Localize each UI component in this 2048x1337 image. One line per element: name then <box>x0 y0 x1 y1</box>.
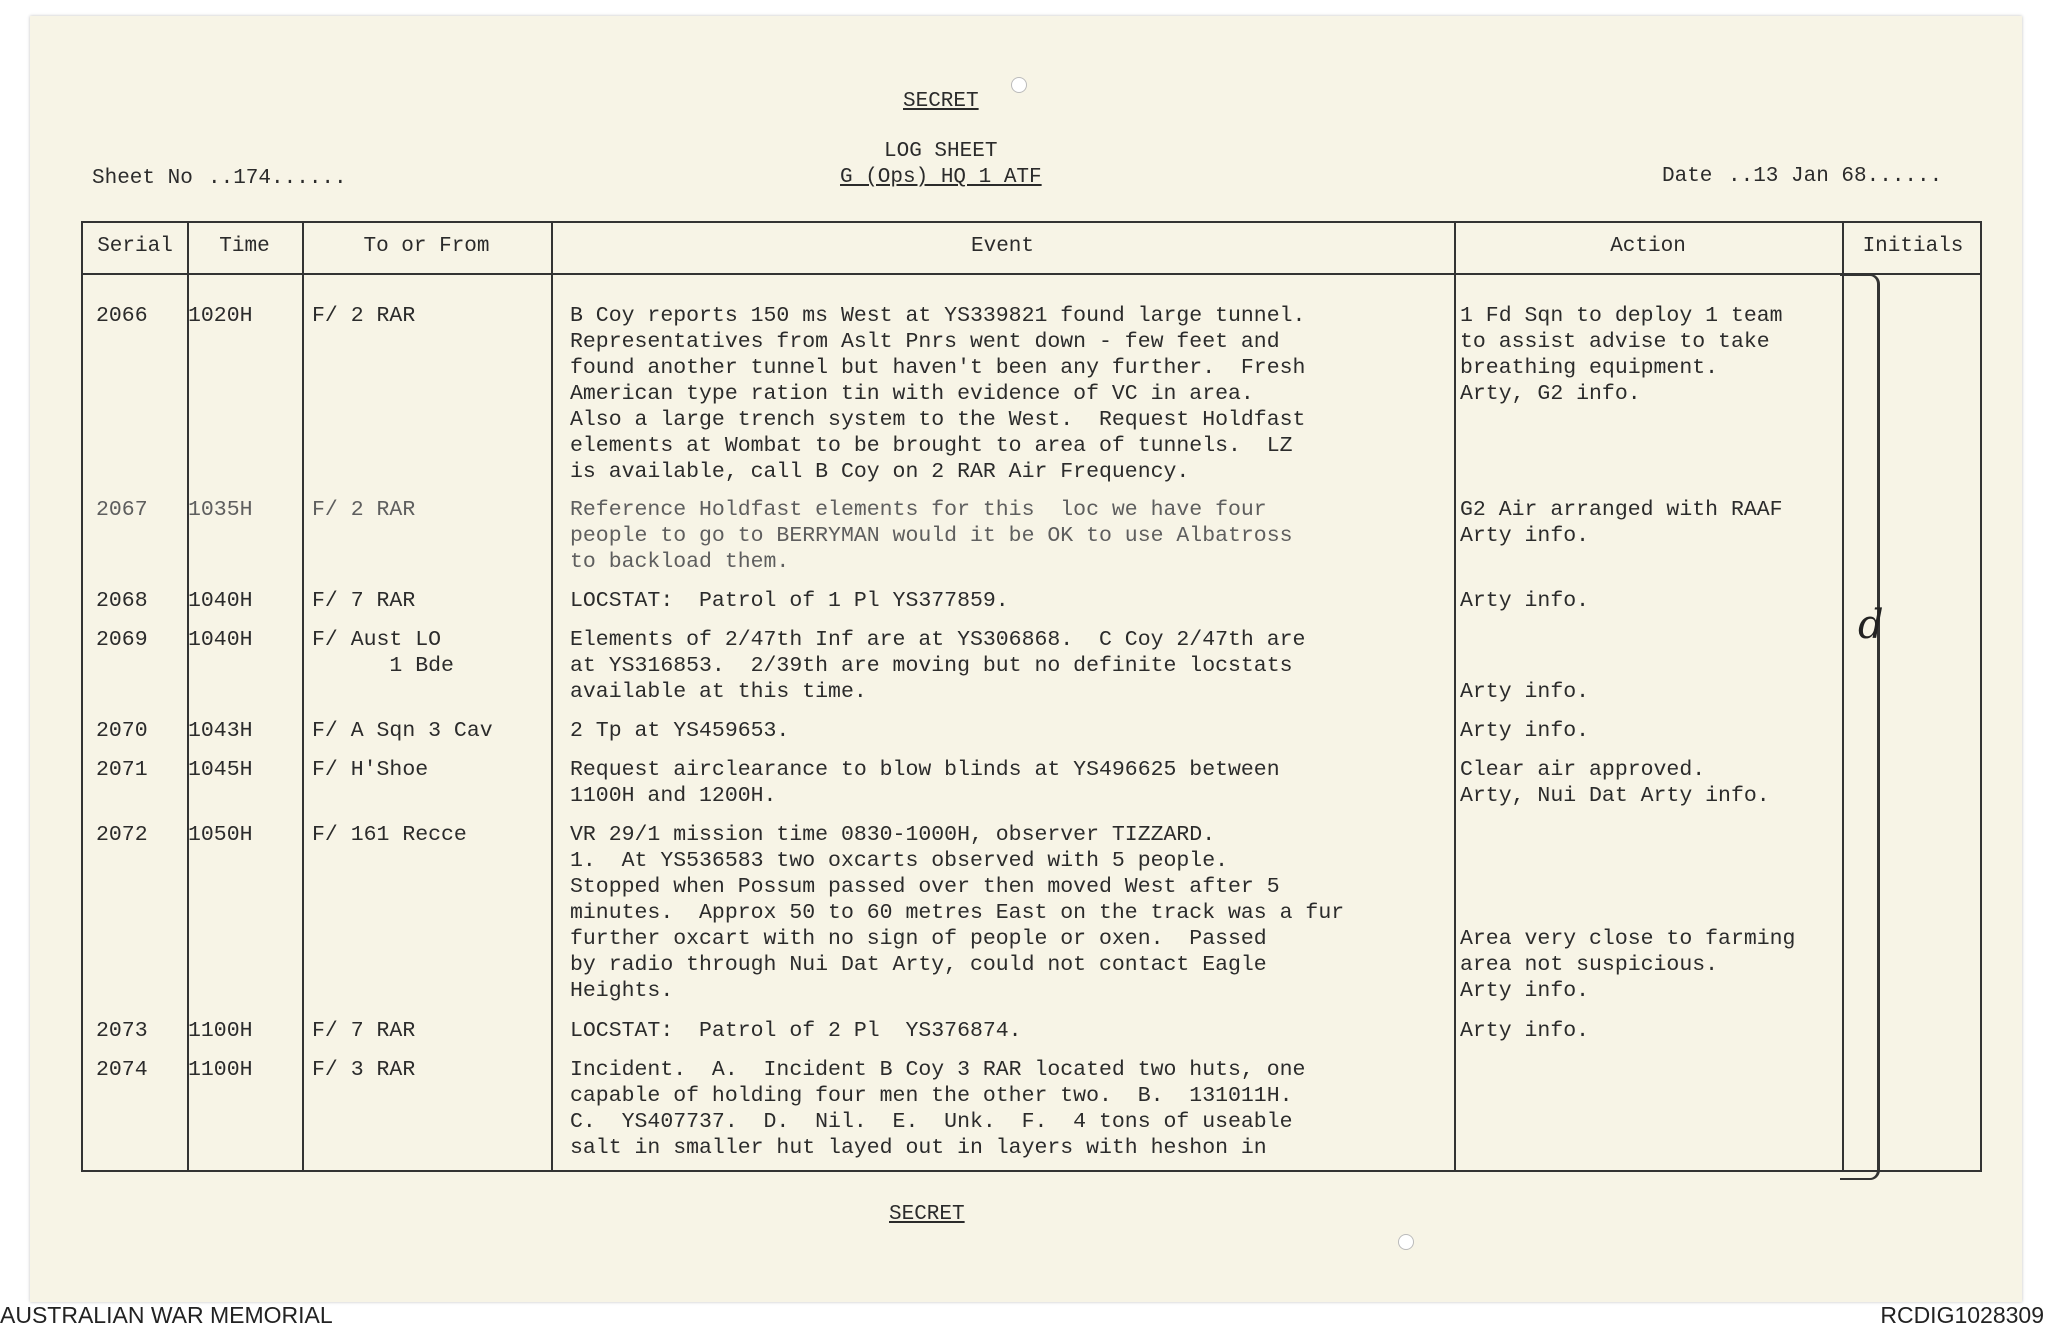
row-from: F/ A Sqn 3 Cav <box>312 719 493 743</box>
row-event: 2 Tp at YS459653. <box>570 719 790 743</box>
unit-title: G (Ops) HQ 1 ATF <box>840 166 1042 189</box>
handwritten-initials: d <box>1858 602 1884 648</box>
row-from: F/ 161 Recce <box>312 823 467 847</box>
row-action: Clear air approved. Arty, Nui Dat Arty info. <box>1460 758 1770 808</box>
row-action: Arty info. <box>1460 1019 1590 1043</box>
row-serial: 2073 <box>96 1019 148 1043</box>
row-serial: 2066 <box>96 304 148 328</box>
punch-hole <box>1011 77 1027 93</box>
row-event: B Coy reports 150 ms West at YS339821 found large tunnel. Representatives from Aslt Pnrs went down - few feet and found another tunnel but haven't been any further. Fresh American type ration tin with evidence of VC in area. Also a large trench system to the West. Request Holdfast elements at Wombat to be brought to area of tunnels. LZ is available, call B Coy on 2 RAR Air Frequency. <box>570 304 1306 484</box>
row-from: F/ 2 RAR <box>312 304 416 328</box>
sheet-number-label: Sheet No <box>92 167 193 190</box>
header-initials: Initials <box>1862 235 1964 258</box>
row-action: G2 Air arranged with RAAF Arty info. <box>1460 498 1783 548</box>
archive-credit: AUSTRALIAN WAR MEMORIAL <box>0 1302 333 1328</box>
row-from: F/ Aust LO 1 Bde <box>312 628 454 678</box>
row-serial: 2071 <box>96 758 148 782</box>
row-action: Arty info. <box>1460 589 1590 613</box>
row-action: Arty info. <box>1460 719 1590 743</box>
row-time: 1040H <box>188 628 253 652</box>
header-time: Time <box>219 235 270 258</box>
column-divider <box>551 223 553 1170</box>
row-serial: 2067 <box>96 498 148 522</box>
row-serial: 2072 <box>96 823 148 847</box>
column-divider <box>302 223 304 1170</box>
row-event: Incident. A. Incident B Coy 3 RAR located two huts, one capable of holding four men the other two. B. 131011H. C. YS407737. D. Nil. E. Unk. F. 4 tons of useable salt in smaller hut layed out in layers with heshon in <box>570 1058 1306 1160</box>
row-from: F/ 7 RAR <box>312 1019 416 1043</box>
row-from: F/ H'Shoe <box>312 758 429 782</box>
header-event: Event <box>970 235 1034 258</box>
date-value: ..13 Jan 68...... <box>1728 165 1943 188</box>
secret-heading-bottom: SECRET <box>889 1203 965 1226</box>
row-event: Reference Holdfast elements for this loc we have four people to go to BERRYMAN would it be OK to use Albatross to backload them. <box>570 498 1293 574</box>
archive-reference: RCDIG1028309 <box>1880 1302 2044 1328</box>
row-serial: 2068 <box>96 589 148 613</box>
row-event: Elements of 2/47th Inf are at YS306868. C Coy 2/47th are at YS316853. 2/39th are moving but no definite locstats available at this time. <box>570 628 1306 704</box>
log-sheet-title: LOG SHEET <box>884 140 998 163</box>
header-action: Action <box>1610 235 1686 258</box>
row-time: 1020H <box>188 304 253 328</box>
row-time: 1035H <box>188 498 253 522</box>
row-serial: 2070 <box>96 719 148 743</box>
initials-bracket <box>1840 274 1880 1180</box>
row-action: 1 Fd Sqn to deploy 1 team to assist advise to take breathing equipment. Arty, G2 info. <box>1460 304 1783 406</box>
row-time: 1040H <box>188 589 253 613</box>
row-event: VR 29/1 mission time 0830-1000H, observer TIZZARD. 1. At YS536583 two oxcarts observed with 5 people. Stopped when Possum passed over then moved West after 5 minutes. Approx 50 to 60 metres East on the track was a fur further oxcart with no sign of people or oxen. Passed by radio through Nui Dat Arty, could not contact Eagle Heights. <box>570 823 1345 1003</box>
header-divider <box>83 273 1980 275</box>
row-time: 1100H <box>188 1019 253 1043</box>
row-from: F/ 3 RAR <box>312 1058 416 1082</box>
row-action: Area very close to farming area not suspicious. Arty info. <box>1460 927 1796 1003</box>
header-serial: Serial <box>97 235 173 258</box>
column-divider <box>1454 223 1456 1170</box>
row-time: 1045H <box>188 758 253 782</box>
row-serial: 2074 <box>96 1058 148 1082</box>
row-from: F/ 2 RAR <box>312 498 416 522</box>
date-label: Date <box>1662 165 1713 188</box>
row-time: 1043H <box>188 719 253 743</box>
row-time: 1100H <box>188 1058 253 1082</box>
sheet-number-value: ..174...... <box>208 167 347 190</box>
row-from: F/ 7 RAR <box>312 589 416 613</box>
row-time: 1050H <box>188 823 253 847</box>
row-action: Arty info. <box>1460 680 1590 704</box>
row-event: Request airclearance to blow blinds at YS496625 between 1100H and 1200H. <box>570 758 1280 808</box>
punch-hole <box>1398 1234 1414 1250</box>
secret-heading-top: SECRET <box>903 90 979 113</box>
header-to-or-from: To or From <box>363 235 490 258</box>
row-serial: 2069 <box>96 628 148 652</box>
row-event: LOCSTAT: Patrol of 2 Pl YS376874. <box>570 1019 1022 1043</box>
row-event: LOCSTAT: Patrol of 1 Pl YS377859. <box>570 589 1009 613</box>
